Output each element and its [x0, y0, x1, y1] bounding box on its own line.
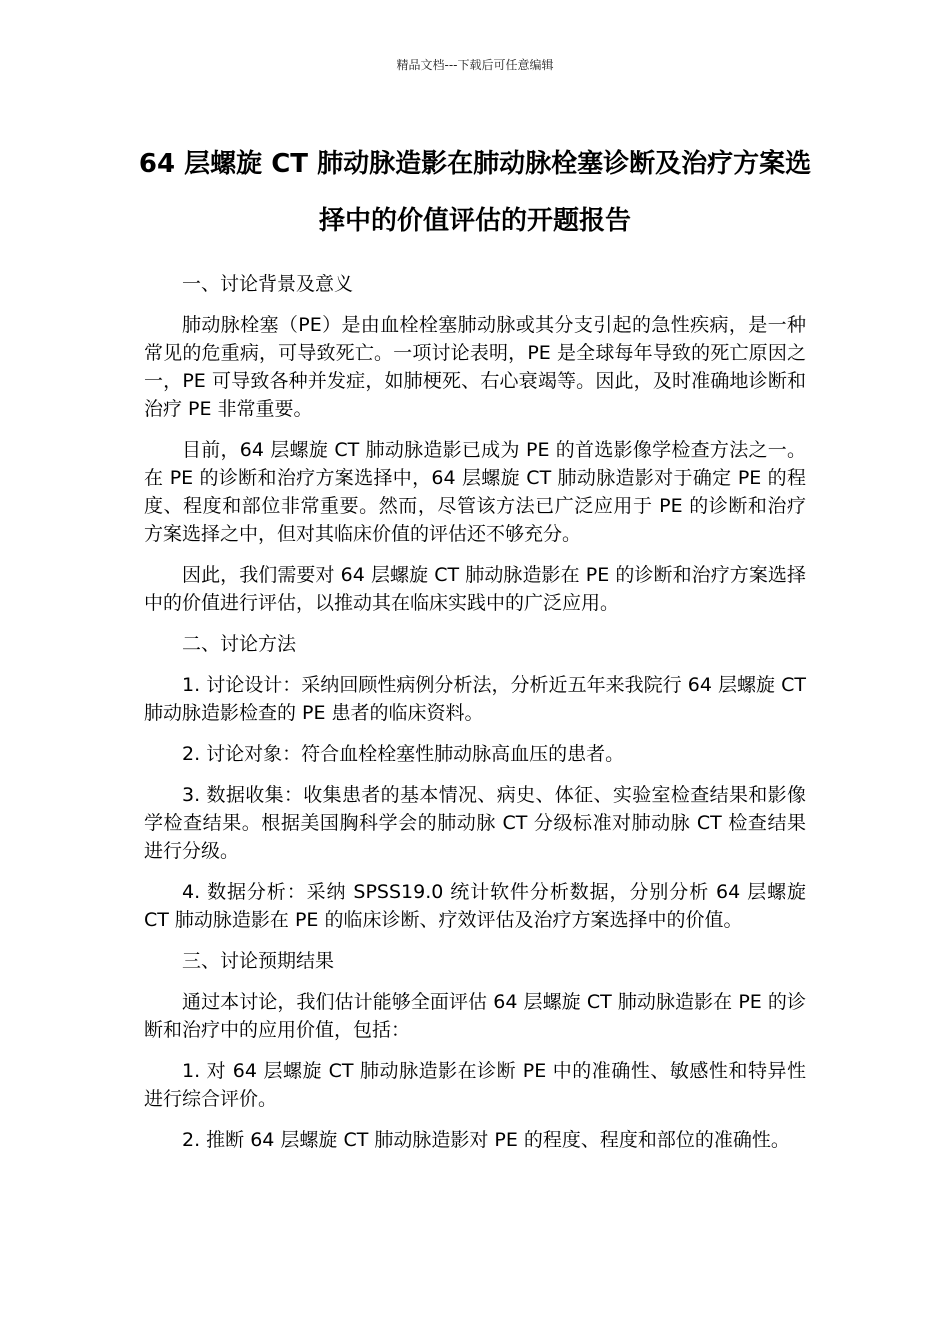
document-title: 64 层螺旋 CT 肺动脉造影在肺动脉栓塞诊断及治疗方案选择中的价值评估的开题报告: [138, 149, 812, 236]
paragraph-methods-1: 1. 讨论设计：采纳回顾性病例分析法，分析近五年来我院行 64 层螺旋 CT 肺动脉造影检查的 PE 患者的临床资料。: [144, 674, 806, 724]
paragraph-results-1: 通过本讨论，我们估计能够全面评估 64 层螺旋 CT 肺动脉造影在 PE 的诊断和治疗中的应用价值，包括：: [144, 991, 806, 1041]
paragraph-methods-2: 2. 讨论对象：符合血栓栓塞性肺动脉高血压的患者。: [182, 743, 625, 765]
section-heading-background: 一、讨论背景及意义: [182, 273, 354, 295]
header-note: 精品文档---下载后可任意编辑: [396, 58, 554, 72]
paragraph-results-2: 1. 对 64 层螺旋 CT 肺动脉造影在诊断 PE 中的准确性、敏感性和特异性进行综合评价。: [144, 1060, 806, 1110]
section-heading-expected-results: 三、讨论预期结果: [182, 950, 335, 972]
paragraph-background-2: 目前，64 层螺旋 CT 肺动脉造影已成为 PE 的首选影像学检查方法之一。在 PE 的诊断和治疗方案选择中，64 层螺旋 CT 肺动脉造影对于确定 PE 的程度、程度和部位非常重要。然而，尽管该方法已广泛应用于 PE 的诊断和治疗方案选择之中，但对其临床价值的评估还不够充分。: [144, 439, 806, 545]
paragraph-background-3: 因此，我们需要对 64 层螺旋 CT 肺动脉造影在 PE 的诊断和治疗方案选择中的价值进行评估，以推动其在临床实践中的广泛应用。: [144, 564, 806, 614]
paragraph-methods-3: 3. 数据收集：收集患者的基本情况、病史、体征、实验室检查结果和影像学检查结果。根据美国胸科学会的肺动脉 CT 分级标准对肺动脉 CT 检查结果进行分级。: [144, 784, 806, 862]
section-heading-methods: 二、讨论方法: [182, 633, 297, 655]
paragraph-methods-4: 4. 数据分析：采纳 SPSS19.0 统计软件分析数据，分别分析 64 层螺旋 CT 肺动脉造影在 PE 的临床诊断、疗效评估及治疗方案选择中的价值。: [144, 881, 806, 931]
paragraph-results-3: 2. 推断 64 层螺旋 CT 肺动脉造影对 PE 的程度、程度和部位的准确性。: [182, 1129, 790, 1151]
paragraph-background-1: 肺动脉栓塞（PE）是由血栓栓塞肺动脉或其分支引起的急性疾病，是一种常见的危重病，可导致死亡。一项讨论表明，PE 是全球每年导致的死亡原因之一，PE 可导致各种并发症，如肺梗死、右心衰竭等。因此，及时准确地诊断和治疗 PE 非常重要。: [144, 314, 806, 420]
document-body: [144, 270, 806, 1167]
